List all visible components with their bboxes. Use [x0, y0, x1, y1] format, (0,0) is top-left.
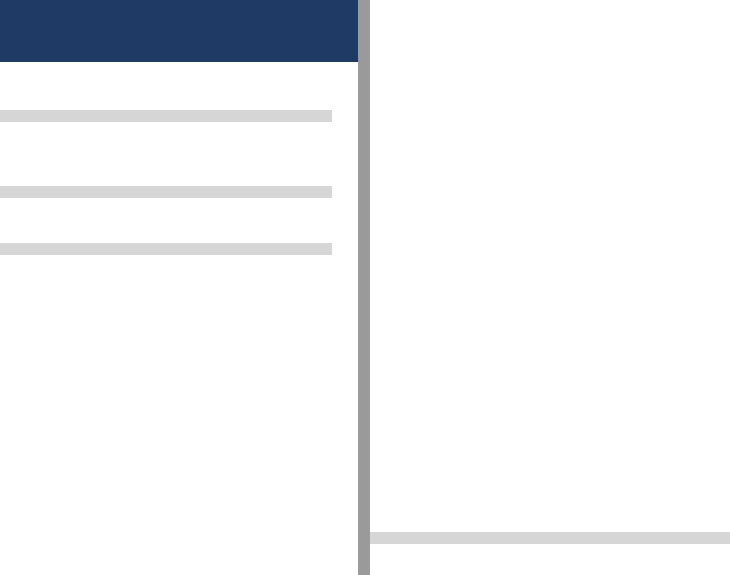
resume-page-2 — [370, 0, 730, 575]
resume-page-1 — [0, 0, 358, 575]
experience-header — [0, 243, 332, 255]
name-banner — [0, 0, 358, 62]
education-header — [370, 532, 730, 544]
career-synopsis-header — [0, 110, 332, 122]
areas-of-expertise-header — [0, 186, 332, 198]
